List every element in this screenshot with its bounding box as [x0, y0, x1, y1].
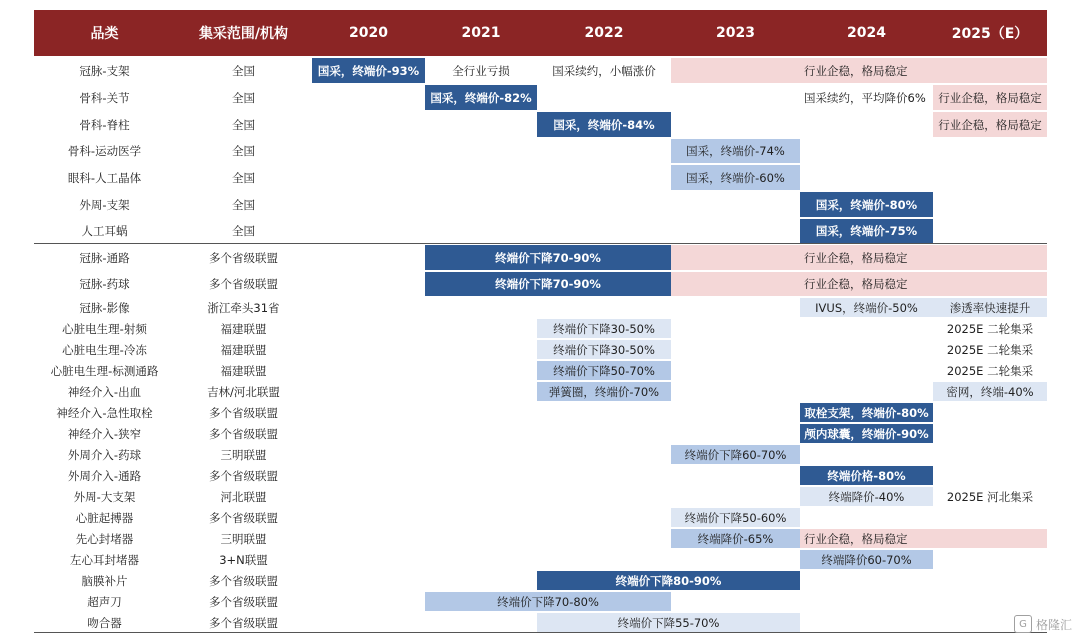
- row-category: 人工耳蜗: [81, 224, 128, 238]
- timeline-bar: 终端价下降30-50%: [537, 340, 671, 359]
- row-category: 外周介入-通路: [67, 468, 142, 483]
- timeline-bar: [933, 529, 1047, 548]
- row-category: 外周-支架: [79, 197, 130, 212]
- row-scope: 多个省级联盟: [209, 468, 278, 483]
- row-category: 冠脉-影像: [79, 300, 130, 315]
- timeline-bar: [671, 272, 800, 296]
- timeline-bar: 终端价下降55-70%: [537, 613, 800, 632]
- timeline-bar: 终端价下降60-70%: [671, 445, 800, 464]
- row-category: 骨科-关节: [79, 90, 130, 105]
- row-category: 眼科-人工晶体: [67, 170, 142, 185]
- timeline-bar: 终端价下降70-90%: [425, 272, 671, 296]
- row-scope: 多个省级联盟: [209, 250, 278, 265]
- row-scope: 多个省级联盟: [209, 405, 278, 420]
- row-scope: 三明联盟: [220, 447, 267, 462]
- header-cell-4: 2022: [537, 10, 671, 56]
- row-scope: 吉林/河北联盟: [207, 384, 280, 399]
- timeline-bar: 行业企稳，格局稳定: [800, 245, 933, 270]
- row-category: 心脏电生理-冷冻: [62, 342, 147, 357]
- timeline-bar: 行业企稳，格局稳定: [933, 85, 1047, 110]
- row-category: 神经介入-急性取栓: [56, 405, 153, 420]
- row-scope: 多个省级联盟: [209, 594, 278, 609]
- timeline-bar: 取栓支架，终端价-80%: [800, 403, 933, 422]
- row-scope: 多个省级联盟: [209, 615, 278, 630]
- timeline-bar: 终端价格-80%: [800, 466, 933, 485]
- timeline-bar: 2025E 二轮集采: [946, 363, 1034, 378]
- timeline-bar: 密网，终端-40%: [933, 382, 1047, 401]
- row-scope: 河北联盟: [220, 489, 267, 504]
- row-scope: 多个省级联盟: [209, 426, 278, 441]
- row-scope: 福建联盟: [220, 363, 267, 378]
- header-cell-2: 2020: [312, 10, 425, 56]
- row-category: 超声刀: [87, 594, 122, 609]
- row-scope: 多个省级联盟: [209, 277, 278, 291]
- row-scope: 全国: [232, 224, 255, 238]
- timeline-bar: 行业企稳，格局稳定: [933, 112, 1047, 137]
- header-cell-1: 集采范围/机构: [175, 10, 312, 56]
- row-category: 冠脉-通路: [79, 250, 130, 265]
- row-category: 心脏电生理-射频: [62, 321, 147, 336]
- row-category: 心脏电生理-标测通路: [50, 363, 159, 378]
- timeline-bar: IVUS，终端价-50%: [800, 298, 933, 317]
- timeline-bar: [933, 58, 1047, 83]
- row-scope: 多个省级联盟: [209, 510, 278, 525]
- timeline-bar: 终端价下降70-80%: [425, 592, 671, 611]
- timeline-bar: 终端价下降50-60%: [671, 508, 800, 527]
- row-category: 外周介入-药球: [67, 447, 142, 462]
- header-cell-6: 2024: [800, 10, 933, 56]
- section-divider: [34, 243, 1047, 244]
- watermark-logo-icon: G: [1014, 615, 1032, 633]
- timeline-bar: 行业企稳，格局稳定: [800, 58, 933, 83]
- timeline-bar: 终端价下降50-70%: [537, 361, 671, 380]
- row-category: 脑膜补片: [81, 573, 128, 588]
- timeline-bar: 国采，终端价-93%: [312, 58, 425, 83]
- timeline-bar: 2025E 二轮集采: [946, 321, 1034, 336]
- row-category: 冠脉-药球: [79, 277, 130, 291]
- timeline-bar: 终端降价-40%: [800, 487, 933, 506]
- row-scope: 3+N联盟: [219, 552, 268, 567]
- row-category: 骨科-运动医学: [67, 144, 142, 158]
- row-scope: 全国: [232, 170, 255, 185]
- timeline-bar: [933, 272, 1047, 296]
- timeline-bar: 终端降价-65%: [671, 529, 800, 548]
- row-category: 冠脉-支架: [79, 63, 130, 78]
- row-scope: 全国: [232, 197, 255, 212]
- timeline-bar: 全行业亏损: [452, 63, 510, 78]
- row-scope: 全国: [232, 63, 255, 78]
- row-scope: 全国: [232, 144, 255, 158]
- timeline-bar: 国采，终端价-75%: [800, 219, 933, 243]
- header-cell-3: 2021: [425, 10, 537, 56]
- timeline-bar: 国采，终端价-60%: [671, 165, 800, 190]
- row-scope: 多个省级联盟: [209, 573, 278, 588]
- row-category: 神经介入-狭窄: [67, 426, 142, 441]
- row-category: 左心耳封堵器: [70, 552, 139, 567]
- row-scope: 福建联盟: [220, 342, 267, 357]
- timeline-bar: 国采，终端价-80%: [800, 192, 933, 217]
- timeline-bar: [933, 245, 1047, 270]
- row-category: 神经介入-出血: [67, 384, 142, 399]
- timeline-bar: 2025E 二轮集采: [946, 342, 1034, 357]
- timeline-bar: 终端价下降70-90%: [425, 245, 671, 270]
- timeline-bar: 国采，终端价-74%: [671, 139, 800, 163]
- row-scope: 三明联盟: [220, 531, 267, 546]
- timeline-bar: 国采，终端价-84%: [537, 112, 671, 137]
- timeline-bar: 行业企稳，格局稳定: [800, 529, 933, 548]
- timeline-bar: 2025E 河北集采: [946, 489, 1034, 504]
- timeline-bar: 终端价下降30-50%: [537, 319, 671, 338]
- timeline-bar: 终端降价60-70%: [800, 550, 933, 569]
- timeline-bar: 国采，终端价-82%: [425, 85, 537, 110]
- timeline-bar: 国采续约，小幅涨价: [552, 63, 656, 78]
- timeline-bar: 国采续约，平均降价6%: [804, 90, 926, 105]
- header-cell-0: 品类: [34, 10, 175, 56]
- row-scope: 全国: [232, 90, 255, 105]
- timeline-bar: [671, 58, 800, 83]
- timeline-bar: 弹簧圈，终端价-70%: [537, 382, 671, 401]
- header-cell-7: 2025（E）: [933, 10, 1047, 56]
- timeline-bar: [671, 245, 800, 270]
- header-cell-5: 2023: [671, 10, 800, 56]
- row-scope: 福建联盟: [220, 321, 267, 336]
- timeline-bar: 终端价下降80-90%: [537, 571, 800, 590]
- timeline-bar: 颅内球囊，终端价-90%: [800, 424, 933, 443]
- row-category: 外周-大支架: [73, 489, 136, 504]
- row-scope: 浙江牵头31省: [207, 300, 280, 315]
- bottom-rule: [34, 632, 1047, 633]
- row-scope: 全国: [232, 117, 255, 132]
- watermark-text: 格隆汇: [1035, 617, 1072, 632]
- row-category: 心脏起搏器: [75, 510, 134, 525]
- timeline-bar: 渗透率快速提升: [933, 298, 1047, 317]
- row-category: 吻合器: [87, 615, 122, 630]
- timeline-bar: 行业企稳，格局稳定: [800, 272, 933, 296]
- row-category: 骨科-脊柱: [79, 117, 130, 132]
- row-category: 先心封堵器: [75, 531, 134, 546]
- watermark: [1014, 615, 1072, 633]
